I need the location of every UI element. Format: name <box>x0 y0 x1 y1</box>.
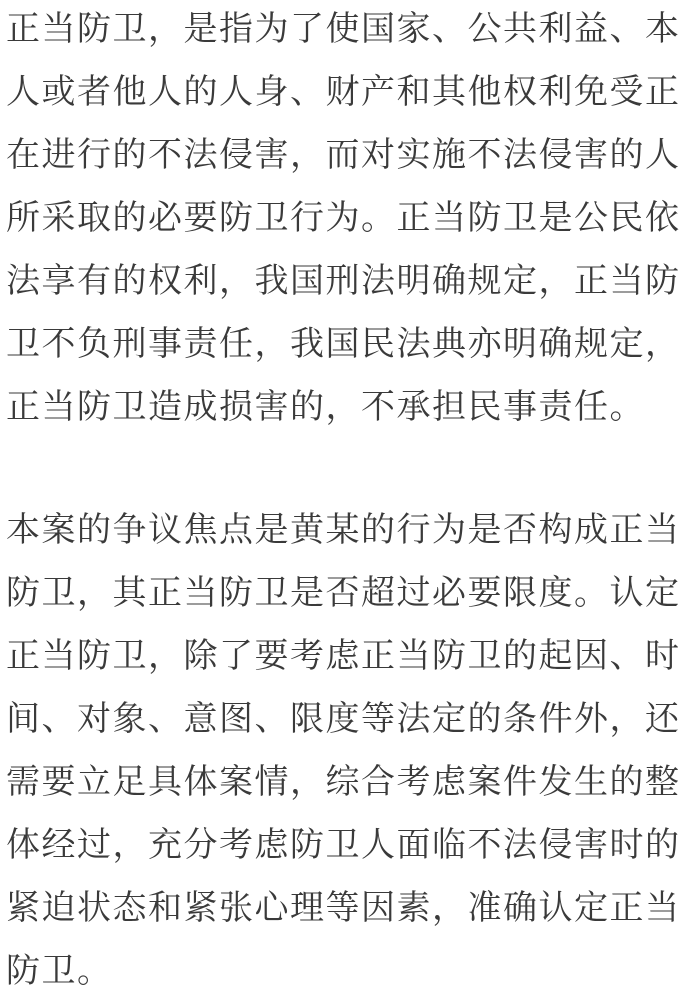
paragraph-spacer <box>6 439 693 499</box>
text-line: 卫不负刑事责任，我国民法典亦明确规定， <box>6 324 681 364</box>
text-line: 在进行的不法侵害，而对实施不法侵害的人 <box>6 135 681 175</box>
text-line: 法享有的权利，我国刑法明确规定，正当防 <box>6 261 681 301</box>
text-line: 需要立足具体案情，综合考虑案件发生的整 <box>6 762 681 802</box>
text-line: 防卫，其正当防卫是否超过必要限度。认定 <box>6 573 681 613</box>
article-body <box>6 0 693 1003</box>
text-line: 体经过，充分考虑防卫人面临不法侵害时的 <box>6 825 681 865</box>
paragraph-case-analysis <box>6 499 693 1003</box>
text-line: 本案的争议焦点是黄某的行为是否构成正当 <box>6 510 681 550</box>
paragraph-definition <box>6 0 693 439</box>
text-line: 正当防卫，除了要考虑正当防卫的起因、时 <box>6 636 681 676</box>
text-line: 正当防卫，是指为了使国家、公共利益、本 <box>6 9 681 49</box>
text-line: 所采取的必要防卫行为。正当防卫是公民依 <box>6 198 681 238</box>
text-line: 人或者他人的人身、财产和其他权利免受正 <box>6 72 681 112</box>
text-line: 间、对象、意图、限度等法定的条件外，还 <box>6 699 681 739</box>
text-line: 防卫。 <box>6 951 113 991</box>
text-line: 正当防卫造成损害的，不承担民事责任。 <box>6 387 645 427</box>
text-line: 紧迫状态和紧张心理等因素，准确认定正当 <box>6 888 681 928</box>
